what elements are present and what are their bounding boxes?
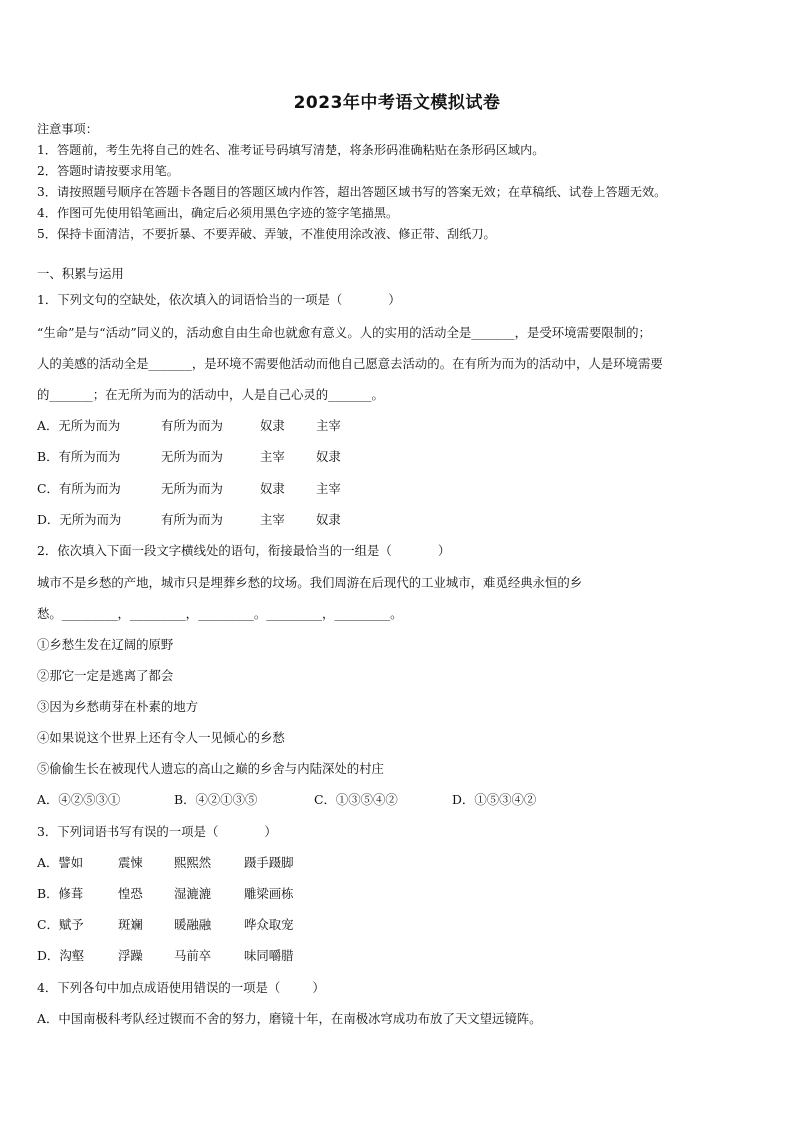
page-title: 2023年中考语文模拟试卷	[293, 93, 501, 113]
question-2-sentence: ⑤偷偷生长在被现代人遗忘的高山之巅的乡舍与内陆深处的村庄	[37, 761, 384, 776]
question-3-option-d: D．沟壑 浮躁 马前卒 味同嚼腊	[37, 948, 294, 963]
question-2-option-a: A．④②⑤③①	[37, 792, 121, 807]
question-4-option-a: A．中国南极科考队经过锲而不舍的努力，磨镜十年，在南极冰穹成功布放了天文望远镜阵。	[37, 1011, 542, 1026]
question-2-passage-line: 城市不是乡愁的产地，城市只是埋葬乡愁的坟场。我们周游在后现代的工业城市，难觅经典永恒的乡	[37, 575, 583, 590]
question-3-option-b: B．修葺 惶恐 湿漉漉 雕梁画栋	[37, 886, 294, 901]
question-1-passage-line: 人的美感的活动全是_______，是环境不需要他活动而他自己愿意去活动的。在有所为而为的活动中，人是环境需要	[37, 356, 663, 371]
question-3-option-c: C．赋予 斑斓 暖融融 哗众取宠	[37, 917, 294, 932]
section-heading: 一、积累与运用	[37, 266, 124, 281]
question-2-passage-line: 愁。_________，_________，_________。_________，_________。	[37, 606, 403, 621]
notice-item-5: 5．保持卡面清洁，不要折暴、不要弄破、弄皱，不准使用涂改液、修正带、刮纸刀。	[37, 227, 496, 241]
question-4-stem: 4．下列各句中加点成语使用错误的一项是（ ）	[37, 980, 325, 995]
question-3-option-a: A．譬如 震悚 熙熙然 蹑手蹑脚	[37, 855, 294, 870]
question-2-option-c: C．①③⑤④②	[314, 792, 398, 807]
question-2-stem: 2．依次填入下面一段文字横线处的语句，衔接最恰当的一组是（ ）	[37, 543, 451, 558]
notice-item-3: 3．请按照题号顺序在答题卡各题目的答题区域内作答，超出答题区域书写的答案无效；在草稿纸、试卷上答题无效。	[37, 185, 667, 199]
notice-header: 注意事项：	[37, 122, 98, 136]
question-1-option-a: A．无所为而为 有所为而为 奴隶 主宰	[37, 418, 341, 433]
question-1-stem: 1．下列文句的空缺处，依次填入的词语恰当的一项是（ ）	[37, 292, 401, 307]
notice-item-1: 1．答题前，考生先将自己的姓名、准考证号码填写清楚，将条形码准确粘贴在条形码区域内。	[37, 143, 545, 157]
question-1-passage-line: “生命”是与“活动”同义的，活动愈自由生命也就愈有意义。人的实用的活动全是_______，是受环境需要限制的；	[37, 325, 651, 340]
question-3-stem: 3．下列词语书写有误的一项是（ ）	[37, 824, 277, 839]
question-1-passage-line: 的_______；在无所为而为的活动中，人是自己心灵的_______。	[37, 387, 384, 402]
question-2-sentence: ④如果说这个世界上还有令人一见倾心的乡愁	[37, 730, 285, 745]
question-2-option-b: B．④②①③⑤	[174, 792, 258, 807]
question-1-option-c: C．有所为而为 无所为而为 奴隶 主宰	[37, 481, 341, 496]
question-1-option-b: B．有所为而为 无所为而为 主宰 奴隶	[37, 449, 341, 464]
notice-item-2: 2．答题时请按要求用笔。	[37, 164, 179, 178]
question-2-sentence: ③因为乡愁萌芽在朴素的地方	[37, 699, 199, 714]
question-2-sentence: ①乡愁生发在辽阔的原野	[37, 637, 174, 652]
notice-item-4: 4．作图可先使用铅笔画出，确定后必须用黑色字迹的签字笔描黑。	[37, 206, 399, 220]
question-2-options	[37, 790, 536, 808]
question-1-option-d: D．无所为而为 有所为而为 主宰 奴隶	[37, 512, 341, 527]
question-2-option-d: D．①⑤③④②	[452, 792, 537, 807]
question-2-sentence: ②那它一定是逃离了都会	[37, 668, 174, 683]
